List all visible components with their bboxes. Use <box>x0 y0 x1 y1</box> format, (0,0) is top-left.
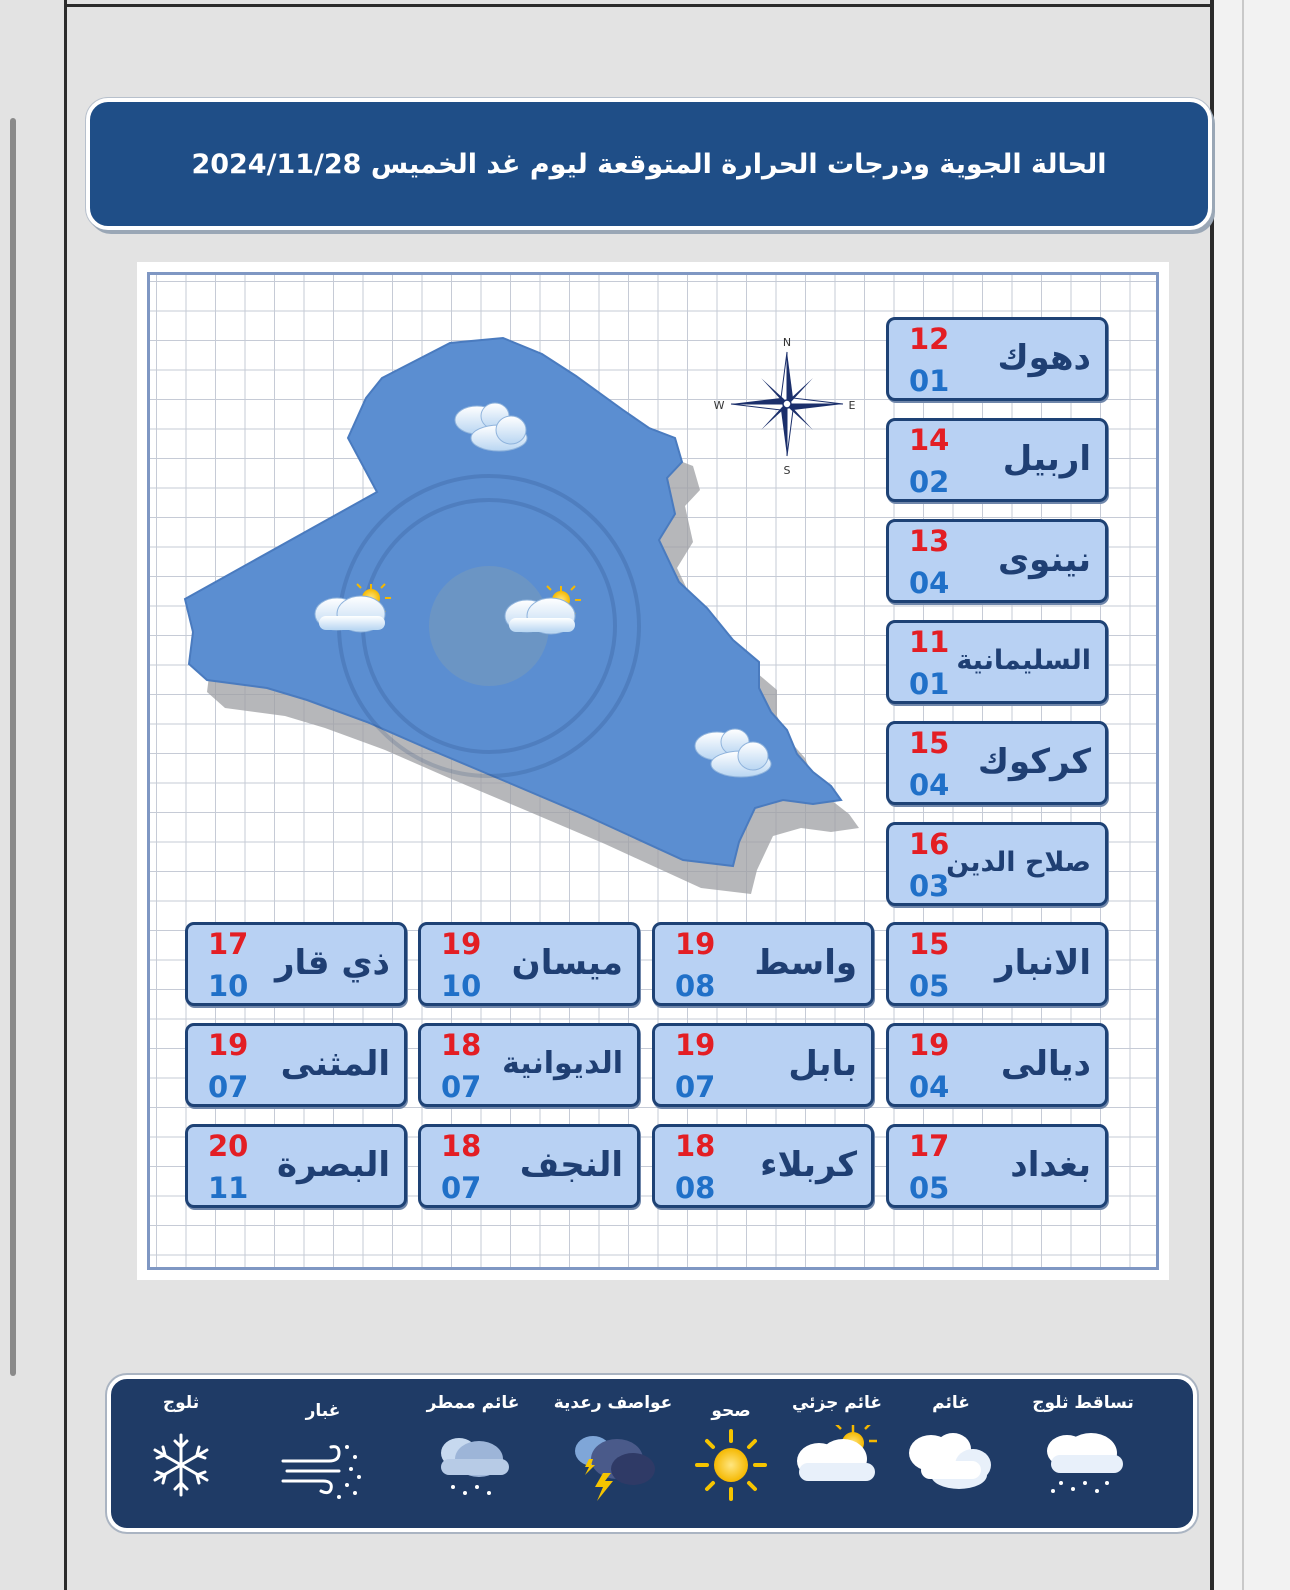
province-name: بابل <box>788 1044 857 1084</box>
province-name: البصرة <box>276 1145 390 1185</box>
max-temp: 19 <box>909 1028 950 1062</box>
province-card-salahaddin <box>886 822 1108 906</box>
province-name: ديالى <box>1000 1044 1091 1084</box>
min-temp: 02 <box>909 465 950 499</box>
min-temp: 01 <box>909 667 950 701</box>
province-name: ذي قار <box>274 943 390 983</box>
max-temp: 16 <box>909 827 950 861</box>
max-temp: 13 <box>909 524 950 558</box>
min-temp: 07 <box>208 1070 249 1104</box>
max-temp: 12 <box>909 322 950 356</box>
province-name: الانبار <box>995 943 1091 983</box>
max-temp: 18 <box>441 1028 482 1062</box>
max-temp: 18 <box>441 1129 482 1163</box>
province-card-karbala <box>652 1124 874 1208</box>
min-temp: 04 <box>909 1070 950 1104</box>
max-temp: 18 <box>675 1129 716 1163</box>
province-name: صلاح الدين <box>946 847 1091 878</box>
province-name: المثنى <box>280 1044 390 1084</box>
province-name: نينوى <box>997 540 1091 580</box>
min-temp: 04 <box>909 768 950 802</box>
province-name: واسط <box>754 943 857 983</box>
max-temp: 15 <box>909 726 950 760</box>
map-panel <box>137 262 1169 1280</box>
min-temp: 10 <box>208 969 249 1003</box>
compass-rose-icon <box>714 336 856 477</box>
province-card-maysan <box>418 922 640 1006</box>
min-temp: 08 <box>675 969 716 1003</box>
province-name: ميسان <box>511 943 623 983</box>
province-name: بغداد <box>1010 1145 1091 1185</box>
legend-item-snow <box>111 1379 251 1529</box>
thunderstorm-icon <box>563 1425 663 1505</box>
compass-e-label: E <box>848 399 856 412</box>
right-margin-line <box>1242 0 1244 1590</box>
province-card-najaf <box>418 1124 640 1208</box>
partly-cloudy-icon <box>787 1425 887 1505</box>
rainy-cloud-icon <box>423 1425 523 1505</box>
province-name: السليمانية <box>956 645 1091 676</box>
sunny-icon <box>681 1425 781 1505</box>
province-card-dohuk <box>886 317 1108 401</box>
province-name: دهوك <box>997 338 1091 378</box>
min-temp: 04 <box>909 566 950 600</box>
legend-label: ثلوج <box>162 1393 200 1413</box>
max-temp: 19 <box>675 927 716 961</box>
legend-label: تساقط ثلوج <box>1032 1393 1134 1413</box>
province-card-diwaniyah <box>418 1023 640 1107</box>
province-card-diyala <box>886 1023 1108 1107</box>
right-margin <box>1214 0 1290 1590</box>
min-temp: 07 <box>441 1070 482 1104</box>
frame-left <box>64 0 67 1590</box>
legend-item-rainy-cloud <box>403 1379 543 1529</box>
min-temp: 11 <box>208 1171 249 1205</box>
province-card-muthanna <box>185 1023 407 1107</box>
dust-icon <box>273 1425 373 1505</box>
snowfall-icon <box>1033 1425 1133 1505</box>
legend-item-snowfall <box>1013 1379 1153 1529</box>
province-card-dhiqar <box>185 922 407 1006</box>
max-temp: 19 <box>675 1028 716 1062</box>
province-card-basra <box>185 1124 407 1208</box>
max-temp: 15 <box>909 927 950 961</box>
max-temp: 19 <box>441 927 482 961</box>
weather-legend <box>107 1375 1197 1532</box>
province-name: كربلاء <box>760 1145 857 1185</box>
province-card-baghdad <box>886 1124 1108 1208</box>
province-card-kirkuk <box>886 721 1108 805</box>
min-temp: 07 <box>441 1171 482 1205</box>
max-temp: 17 <box>909 1129 950 1163</box>
province-card-erbil <box>886 418 1108 502</box>
min-temp: 10 <box>441 969 482 1003</box>
legend-label: عواصف رعدية <box>553 1393 673 1413</box>
min-temp: 05 <box>909 969 950 1003</box>
legend-label: غائم <box>932 1393 970 1413</box>
legend-label: صحو <box>711 1401 751 1421</box>
province-name: كركوك <box>977 742 1091 782</box>
province-name: الديوانية <box>502 1046 623 1081</box>
snowflake-icon <box>131 1425 231 1505</box>
page-title: الحالة الجوية ودرجات الحرارة المتوقعة ليوم غد الخميس 2024/11/28 <box>191 148 1107 180</box>
legend-label: غائم جزئي <box>791 1393 883 1413</box>
legend-item-thunderstorm <box>543 1379 683 1529</box>
compass-n-label: N <box>782 336 792 349</box>
province-name: النجف <box>519 1145 623 1185</box>
province-card-wasit <box>652 922 874 1006</box>
province-card-sulaymaniyah <box>886 620 1108 704</box>
frame-top <box>64 4 1214 7</box>
min-temp: 05 <box>909 1171 950 1205</box>
max-temp: 17 <box>208 927 249 961</box>
min-temp: 03 <box>909 869 950 903</box>
max-temp: 14 <box>909 423 950 457</box>
min-temp: 08 <box>675 1171 716 1205</box>
max-temp: 20 <box>208 1129 249 1163</box>
legend-label: غائم ممطر <box>426 1393 520 1413</box>
title-banner <box>86 98 1212 230</box>
max-temp: 19 <box>208 1028 249 1062</box>
province-card-babil <box>652 1023 874 1107</box>
legend-item-dust <box>253 1379 393 1529</box>
province-card-nineveh <box>886 519 1108 603</box>
cloudy-icon <box>901 1425 1001 1505</box>
min-temp: 01 <box>909 364 950 398</box>
compass-w-label: W <box>713 399 725 412</box>
province-name: اربيل <box>1002 439 1091 479</box>
legend-label: غبار <box>305 1401 341 1421</box>
compass-s-label: S <box>783 464 791 477</box>
scrollbar[interactable] <box>10 118 16 1376</box>
province-card-anbar <box>886 922 1108 1006</box>
min-temp: 07 <box>675 1070 716 1104</box>
max-temp: 11 <box>909 625 950 659</box>
